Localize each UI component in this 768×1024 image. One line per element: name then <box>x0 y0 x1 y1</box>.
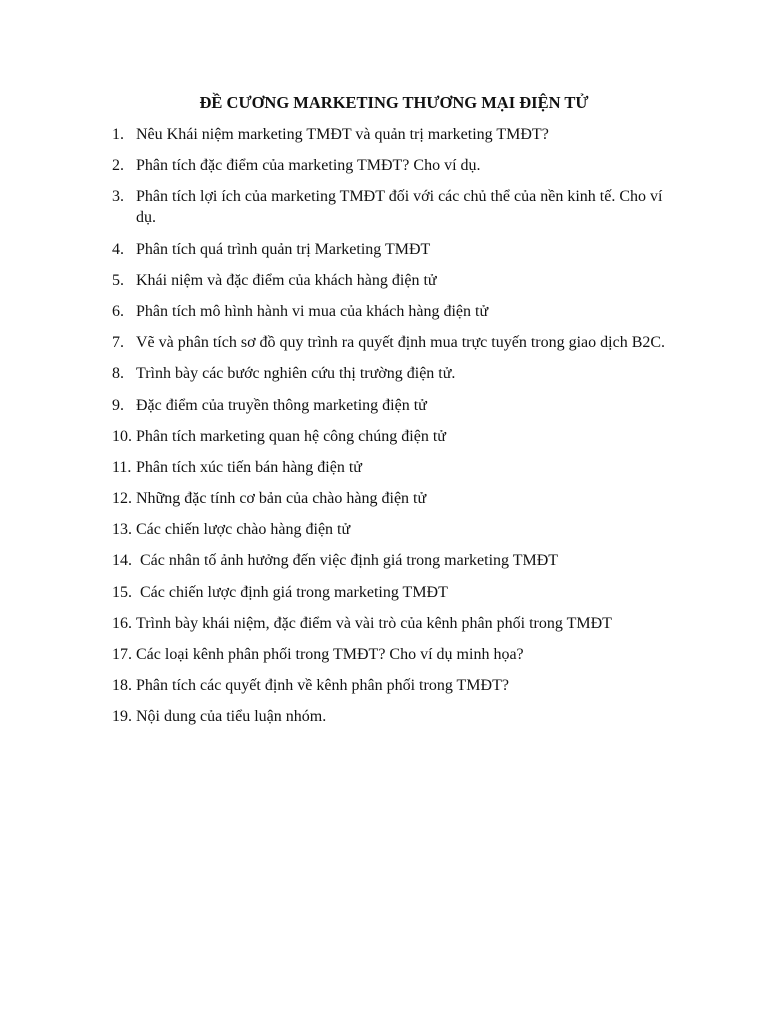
list-item <box>112 332 682 353</box>
item-text: Các nhân tố ảnh hưởng đến việc định giá trong marketing TMĐT <box>140 552 559 570</box>
list-item <box>112 426 682 447</box>
list-item <box>112 395 682 416</box>
item-text: Khái niệm và đặc điểm của khách hàng điện tử <box>136 271 437 289</box>
item-text: Phân tích xúc tiến bán hàng điện tử <box>136 458 362 476</box>
item-text: Phân tích lợi ích của marketing TMĐT đối với các chủ thể của nền kinh tế. Cho ví dụ. <box>136 188 663 227</box>
item-number: 13. <box>112 521 132 539</box>
list-item <box>112 186 682 228</box>
item-number: 6. <box>112 302 124 320</box>
item-text: Những đặc tính cơ bản của chào hàng điện tử <box>136 490 427 508</box>
list-item <box>112 301 682 322</box>
item-number: 8. <box>112 365 124 383</box>
item-text: Phân tích quá trình quản trị Marketing TMĐT <box>136 240 431 258</box>
item-text: Phân tích mô hình hành vi mua của khách hàng điện tử <box>136 302 489 320</box>
item-number: 15. <box>112 583 132 601</box>
list-item <box>112 706 682 727</box>
item-text: Các chiến lược chào hàng điện tử <box>136 521 351 539</box>
item-text: Nội dung của tiểu luận nhóm. <box>136 708 327 726</box>
list-item <box>112 239 682 260</box>
item-number: 10. <box>112 427 132 445</box>
item-number: 17. <box>112 646 132 663</box>
item-number: 1. <box>112 126 124 143</box>
item-number: 7. <box>112 334 124 352</box>
list-item <box>112 582 682 603</box>
document-title: ĐỀ CƯƠNG MARKETING THƯƠNG MẠI ĐIỆN TỬ <box>199 93 589 112</box>
item-text: Đặc điểm của truyền thông marketing điện tử <box>136 396 427 414</box>
item-text: Các loại kênh phân phối trong TMĐT? Cho ví dụ minh họa? <box>136 646 524 663</box>
item-number: 5. <box>112 271 124 289</box>
item-number: 11. <box>112 458 132 476</box>
list-item <box>112 124 682 145</box>
list-item <box>112 675 682 696</box>
item-number: 9. <box>112 396 124 414</box>
list-item <box>112 519 682 540</box>
item-number: 3. <box>112 188 124 206</box>
item-number: 2. <box>112 157 124 175</box>
list-item <box>112 488 682 509</box>
item-number: 4. <box>112 240 124 258</box>
list-item <box>112 363 682 384</box>
question-list <box>112 124 682 738</box>
item-text: Phân tích các quyết định về kênh phân phối trong TMĐT? <box>136 677 509 695</box>
item-number: 16. <box>112 614 132 632</box>
list-item <box>112 550 682 571</box>
item-number: 18. <box>112 677 132 695</box>
item-text: Các chiến lược định giá trong marketing TMĐT <box>140 583 448 601</box>
item-number: 14. <box>112 552 132 570</box>
list-item <box>112 644 682 665</box>
item-text: Trình bày khái niệm, đặc điểm và vài trò của kênh phân phối trong TMĐT <box>136 614 612 632</box>
list-item <box>112 155 682 176</box>
list-item <box>112 613 682 634</box>
item-text: Phân tích đặc điểm của marketing TMĐT? Cho ví dụ. <box>136 157 481 175</box>
list-item <box>112 270 682 291</box>
item-number: 19. <box>112 708 132 726</box>
item-text: Trình bày các bước nghiên cứu thị trường điện tử. <box>136 365 456 383</box>
item-text: Phân tích marketing quan hệ công chúng điện tử <box>136 427 446 445</box>
item-number: 12. <box>112 490 132 508</box>
list-item <box>112 457 682 478</box>
item-text: Vẽ và phân tích sơ đồ quy trình ra quyết định mua trực tuyến trong giao dịch B2C. <box>136 334 666 352</box>
item-text: Nêu Khái niệm marketing TMĐT và quản trị marketing TMĐT? <box>136 126 549 143</box>
